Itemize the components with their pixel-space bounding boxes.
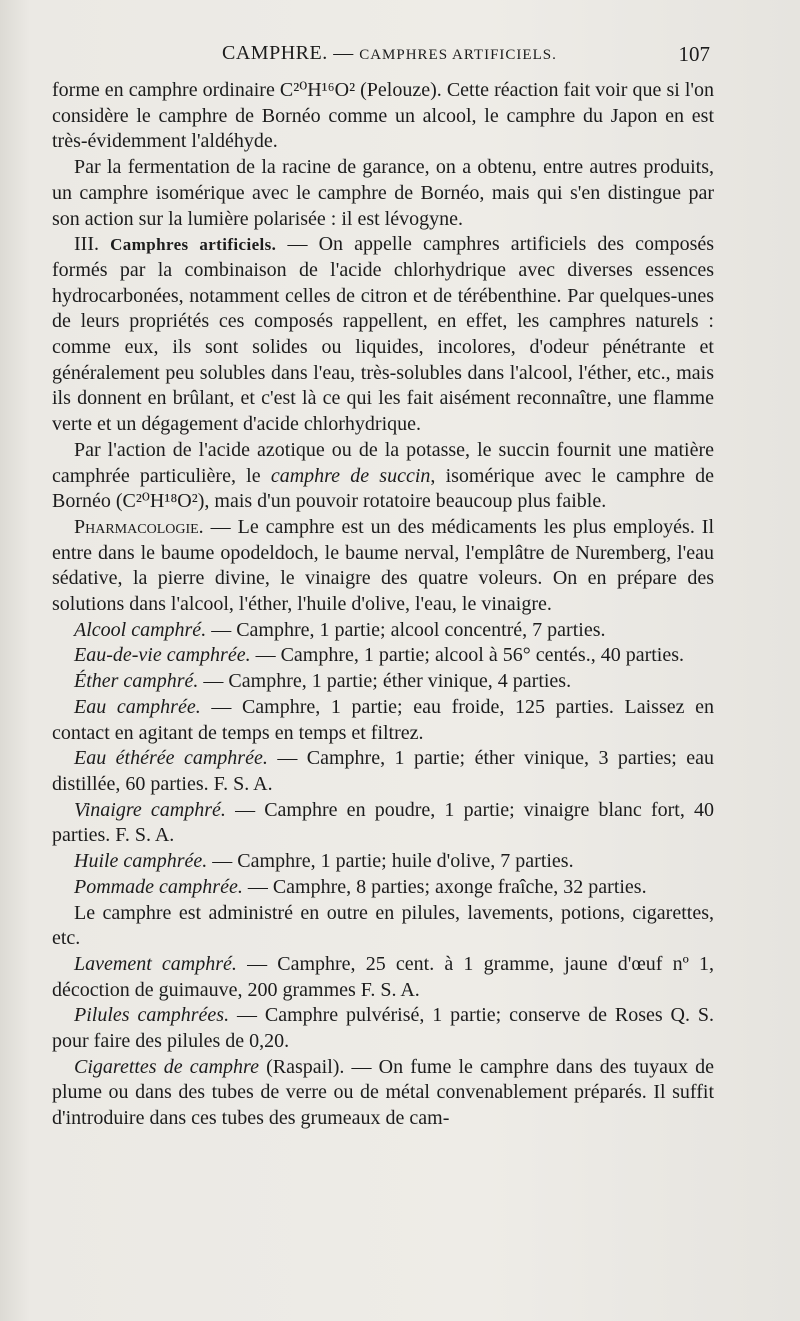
recipe-item [52,798,714,849]
recipe-text: — Camphre, 1 partie; éther vinique, 4 parties. [198,670,572,693]
recipe-name: Alcool camphré. [74,618,207,641]
running-title [222,42,557,65]
recipe-text: — Camphre, 1 partie; alcool à 56° centés., 40 parties. [250,644,685,667]
section-heading: Camphres artificiels. [110,235,277,255]
paragraph-4-a: Par l'action de l'acide azotique ou de la potasse, le succin fournit une matière camphrée particulière, le [52,438,714,487]
section-number: III. [74,233,99,256]
page-body [52,78,714,1132]
recipe-text: — Camphre, 1 partie; alcool concentré, 7 parties. [206,618,606,641]
recipe-name: Eau camphrée. [74,695,201,718]
pharmacology-text: — Le camphre est un des médicaments les plus employés. Il entre dans le baume opodeldoch, le baume nerval, l'emplâtre de Nuremberg, l'eau sédative, la pierre divine, le vinaigre des quatre voleurs. On en prépare des solutions dans l'alcool, l'éther, l'huile d'olive, l'eau, le vinaigre. [52,515,715,616]
paragraph-6: Le camphre est administré en outre en pilules, lavements, potions, cigarettes, etc. [52,901,714,950]
recipe-item [52,695,714,746]
recipe-item [52,669,714,695]
recipe-text: — Camphre en poudre, 1 partie; vinaigre blanc fort, 40 parties. F. S. A. [52,798,714,847]
paragraph-1: forme en camphre ordinaire C²⁰H¹⁶O² (Pelouze). Cette réaction fait voir que si l'on considère le camphre de Bornéo comme un alcool, le camphre du Japon en est très-évidemment l'aldéhyde. [52,79,714,153]
paragraph-4-b: , isomérique avec le camphre de Bornéo (C²⁰H¹⁸O²), mais d'un pouvoir rotatoire beaucoup plus faible. [52,464,715,513]
recipe-text: — Camphre, 1 partie; éther vinique, 3 parties; eau distillée, 60 parties. F. S. A. [52,747,715,795]
header-subtitle: CAMPHRES ARTIFICIELS. [359,47,557,63]
pharmacology-heading: Pharmacologie. [74,515,204,538]
recipe-item [52,849,714,875]
recipe-name: Huile camphrée. [74,850,208,873]
paragraph-5 [52,515,714,618]
recipe-item [52,746,714,797]
recipe-name: Vinaigre camphré. [74,798,226,821]
recipe-text: — Camphre, 25 cent. à 1 gramme, jaune d'œuf nº 1, décoction de guimauve, 200 grammes F. S. A. [52,952,714,1001]
running-header [52,42,714,78]
paragraph-4 [52,438,714,515]
recipe-name: Eau éthérée camphrée. [74,747,268,770]
recipe-item [52,643,714,669]
header-dash: — [327,42,360,64]
recipe-name: Cigarettes de camphre [74,1055,259,1078]
section-text: — On appelle camphres artificiels des composés formés par la combinaison de l'acide chlorhydrique avec diverses essences hydrocarbonées, notamment celles de citron et de térébenthine. Par quelques-unes de leurs propriétés ces composés rappellent, en effet, les camphres naturels : comme eux, ils sont solides ou liquides, incolores, d'odeur pénétrante et généralement peu solubles dans l'eau, très-solubles dans l'alcool, l'éther, etc., mais ils donnent en brûlant, et c'est là ce qui les fait aisément reconnaître, une flamme verte et un dégagement d'acide chlorhydrique. [52,233,715,436]
recipe-item [52,1055,714,1132]
recipe-text: — Camphre, 1 partie; huile d'olive, 7 parties. [207,850,574,873]
paragraph-4-italic: camphre de succin [270,464,431,487]
recipe-name: Lavement camphré. [74,952,237,975]
recipe-name: Pommade camphrée. [74,875,243,898]
recipe-text: — Camphre, 8 parties; axonge fraîche, 32 parties. [242,875,647,898]
paragraph-3 [52,232,714,438]
recipe-list [52,618,714,901]
recipe-name: Éther camphré. [74,670,199,693]
recipe-text: — Camphre pulvérisé, 1 partie; conserve de Roses Q. S. pour faire des pilules de 0,20. [52,1004,714,1053]
recipe-name: Eau-de-vie camphrée. [74,644,251,667]
recipe-item [52,952,714,1003]
header-title: CAMPHRE. [222,42,328,64]
recipe-item [52,875,714,901]
recipe-text: (Raspail). — On fume le camphre dans des tuyaux de plume ou dans des tubes de verre ou de métal convenablement préparés. Il suffit d'introduire dans ces tubes des grumeaux de cam- [52,1055,715,1130]
recipe-text: — Camphre, 1 partie; eau froide, 125 parties. Laissez en contact en agitant de temps en temps et filtrez. [52,695,714,744]
recipe-item [52,1003,714,1054]
page-number: 107 [678,42,710,66]
recipe-name: Pilules camphrées. [74,1004,230,1027]
recipe-list-2 [52,952,714,1132]
recipe-item [52,618,714,644]
paragraph-2: Par la fermentation de la racine de garance, on a obtenu, entre autres produits, un camphre isomérique avec le camphre de Bornéo, mais qui s'en distingue par son action sur la lumière polarisée : il est lévogyne. [52,156,714,230]
